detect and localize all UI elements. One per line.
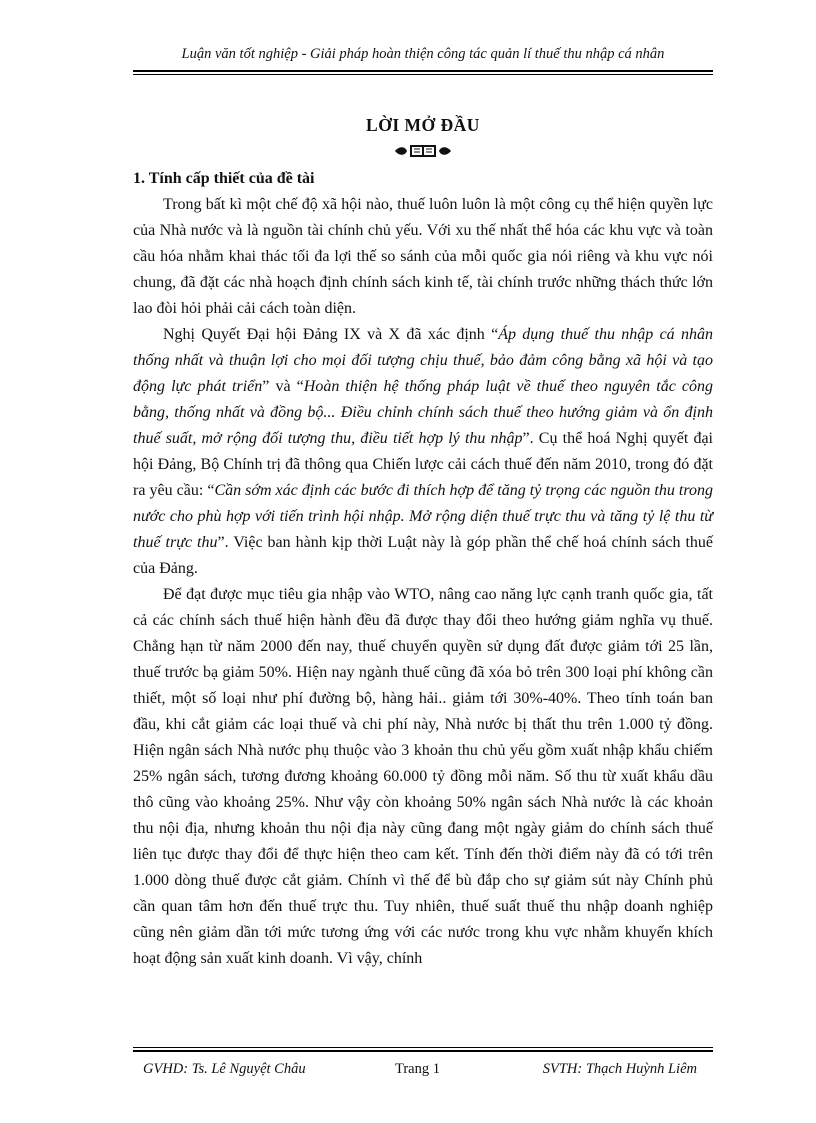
page-footer [133, 1047, 713, 1087]
paragraph-2-quote-2: Hoàn thiện hệ thống pháp luật về thuế theo nguyên tắc công bằng, thống nhất và đồng bộ... Điều chỉnh chính sách thuế theo hướng giảm và ổn định thuế suất, mở rộng đối tượng thu, điều tiết hợp lý thu nhập [133, 378, 714, 447]
book-ornament-icon [393, 144, 453, 158]
header-text: Luận văn tốt nghiệp - Giải pháp hoàn thiện công tác quản lí thuế thu nhập cá nhân [181, 46, 665, 62]
paragraph-2-quote-1: Áp dụng thuế thu nhập cá nhân thống nhất và thuận lợi cho mọi đối tượng chịu thuế, bảo đảm công bằng xã hội và tạo động lực phát triển [133, 326, 713, 395]
footer-page-number: Trang 1 [395, 1061, 440, 1077]
footer-advisor: GVHD: Ts. Lê Nguyệt Châu [143, 1061, 306, 1077]
paragraph-3: Để đạt được mục tiêu gia nhập vào WTO, nâng cao năng lực cạnh tranh quốc gia, tất cả các chính sách thuế hiện hành đều đã được thay đổi theo hướng giảm nghĩa vụ thuế. Chẳng hạn từ năm 2000 đến nay, thuế chuyển quyền sử dụng đất được giảm tới 25 lần, thuế trước bạ giảm 50%. Hiện nay ngành thuế cũng đã xóa bỏ trên 300 loại phí không cần thiết, một số loại như phí đường bộ, hàng hải.. giảm tới 30%-40%. Theo tính toán ban đầu, khi cắt giảm các loại thuế và chi phí này, Nhà nước bị thất thu trên 1.000 tỷ đồng. Hiện ngân sách Nhà nước phụ thuộc vào 3 khoản thu chủ yếu gồm xuất nhập khẩu chiếm 25% ngân sách, tương đương khoảng 60.000 tỷ đồng mỗi năm. Số thu từ xuất khẩu dầu thô cũng vào khoảng 25%. Như vậy còn khoảng 50% ngân sách Nhà nước là các khoản thu nội địa, nhưng khoản thu nội địa này cũng đang một ngày giảm do chính sách thuế liên tục được thay đổi để thực hiện theo cam kết. Tính đến thời điểm này đã có tới trên 1.000 dòng thuế được cắt giảm. Chính vì thế để bù đắp cho sự giảm sút này Chính phủ cần quan tâm hơn đến thuế trực thu. Tuy nhiên, thuế suất thuế thu nhập doanh nghiệp cũng nên giảm dần tới mức tương ứng với các nước trong khu vực nhằm khuyến khích hoạt động sản xuất kinh doanh. Vì vậy, chính [133, 586, 713, 967]
paragraph-1: Trong bất kì một chế độ xã hội nào, thuế luôn luôn là một công cụ thể hiện quyền lực của Nhà nước và là nguồn tài chính chủ yếu. Với xu thế nhất thể hóa các khu vực và toàn cầu hóa nhằm khai thác tối đa lợi thế so sánh của mỗi quốc gia nói riêng và khu vực nói chung, đã đặt các nhà hoạch định chính sách kinh tế, tài chính trước những thách thức lớn lao đòi hỏi phải cải cách toàn diện. [133, 196, 713, 317]
footer-rule-thick [133, 1050, 713, 1052]
paragraph-2 [133, 322, 713, 582]
paragraph-2-text-e: ”. Cụ thể hoá Nghị quyết đại hội Đảng, Bộ Chính trị đã thông qua Chiến lược cải cách thuế đến năm 2010, trong đó đặt ra yêu cầu: “ [133, 430, 714, 499]
header-rule-thick [133, 70, 713, 72]
paragraph-2-quote-3: Cần sớm xác định các bước đi thích hợp để tăng tỷ trọng các nguồn thu trong nước cho phù hợp với tiến trình hội nhập. Mở rộng diện thuế trực thu và tăng tỷ lệ thu từ thuế trực thu [133, 482, 714, 551]
header-rule-thin [133, 74, 713, 75]
page-body [133, 112, 713, 972]
paragraph-2-text-a: Nghị Quyết Đại hội Đảng IX và X đã xác định “ [163, 326, 499, 343]
footer-rule-thin [133, 1047, 713, 1048]
page-title: LỜI MỞ ĐẦU [366, 115, 480, 135]
footer-student: SVTH: Thạch Huỳnh Liêm [542, 1061, 697, 1077]
paragraph-2-text-g: ”. Việc ban hành kịp thời Luật này là góp phần thể chế hoá chính sách thuế của Đảng. [133, 534, 713, 577]
paragraph-2-text-c: ” và “ [262, 378, 304, 395]
section-heading: 1. Tính cấp thiết của đề tài [133, 170, 315, 187]
page-header [133, 46, 713, 74]
